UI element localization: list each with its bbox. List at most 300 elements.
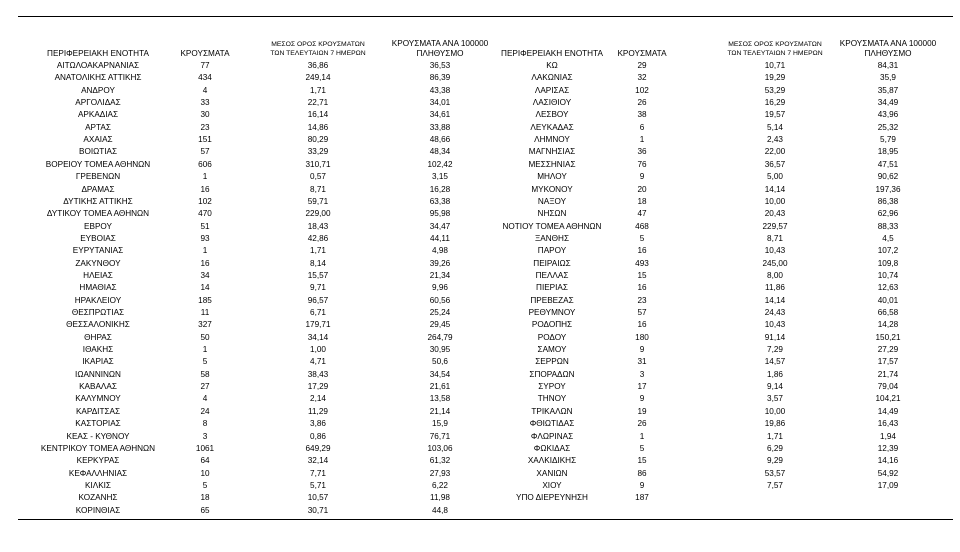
table-row [0, 270, 960, 282]
right-region-cell: ΦΩΚΙΔΑΣ [533, 443, 571, 453]
right-region-cell: ΝΗΣΩΝ [537, 209, 567, 219]
left-per100k-cell: 63,38 [429, 196, 451, 206]
left-cases-cell: 33 [200, 98, 210, 108]
left-per100k-cell: 39,26 [429, 258, 451, 268]
right-region-cell: ΦΛΩΡΙΝΑΣ [530, 431, 574, 441]
right-cases-cell: 180 [635, 332, 649, 342]
right-per100k-cell: 12,63 [877, 283, 899, 293]
left-region-cell: ΚΕΡΚΥΡΑΣ [76, 456, 120, 466]
left-avg7-cell: 36,86 [307, 61, 329, 70]
left-region-cell: ΚΑΣΤΟΡΙΑΣ [75, 419, 121, 429]
right-cases-cell: 26 [637, 419, 647, 429]
left-avg7-cell: 229,00 [305, 209, 331, 219]
left-per100k-cell: 50,6 [432, 357, 448, 367]
left-cases-cell: 77 [200, 61, 210, 70]
right-cases-cell: 1 [639, 135, 645, 145]
right-cases-cell: 38 [637, 110, 647, 120]
left-avg7-cell: 5,71 [310, 480, 326, 490]
right-region-cell: ΥΠΟ ΔΙΕΡΕΥΝΗΣΗ [516, 493, 588, 503]
right-cases-cell: 9 [639, 480, 645, 490]
right-avg7-cell: 5,14 [767, 122, 783, 132]
left-per100k-cell: 21,14 [429, 406, 451, 416]
left-per100k-cell: 29,45 [429, 320, 451, 330]
table-row [0, 109, 960, 121]
right-region-cell: ΛΑΡΙΣΑΣ [534, 85, 570, 95]
left-region-cell: ΑΡΓΟΛΙΔΑΣ [75, 98, 121, 108]
right-region-cell: ΤΡΙΚΑΛΩΝ [531, 406, 573, 416]
header-per100k-line1: ΚΡΟΥΣΜΑΤΑ ΑΝΑ 100000 [391, 39, 489, 48]
left-cases-cell: 4 [202, 85, 208, 95]
right-per100k-cell: 197,36 [875, 184, 901, 194]
right-cases-cell: 57 [637, 308, 647, 317]
left-per100k-cell: 30,95 [429, 345, 451, 355]
right-avg7-cell: 14,57 [764, 357, 786, 367]
right-avg7-cell: 19,29 [764, 73, 786, 83]
left-avg7-cell: 42,86 [307, 233, 329, 243]
right-avg7-cell: 53,57 [764, 468, 786, 478]
left-per100k-cell: 4,98 [432, 246, 448, 256]
left-cases-cell: 1 [202, 345, 208, 355]
left-per100k-cell: 264,79 [427, 332, 453, 342]
table-row [0, 72, 960, 84]
left-per100k-cell: 44,11 [430, 233, 450, 243]
left-avg7-cell: 6,71 [310, 308, 326, 317]
left-avg7-cell: 80,29 [307, 135, 329, 145]
left-avg7-cell: 3,86 [310, 419, 326, 429]
right-per100k-cell: 34,49 [877, 98, 899, 108]
left-cases-cell: 8 [202, 419, 208, 429]
right-region-cell: ΚΩ [546, 61, 558, 70]
right-avg7-cell: 7,57 [767, 480, 783, 490]
left-avg7-cell: 15,57 [307, 270, 329, 280]
left-avg7-cell: 1,00 [310, 345, 326, 355]
right-per100k-cell: 43,96 [877, 110, 899, 120]
left-per100k-cell: 21,61 [429, 382, 451, 392]
left-cases-cell: 151 [198, 135, 212, 145]
left-region-cell: ΗΡΑΚΛΕΙΟΥ [74, 295, 122, 305]
right-avg7-cell: 10,43 [764, 320, 786, 330]
header-cases-left: ΚΡΟΥΣΜΑΤΑ [180, 49, 230, 58]
right-region-cell: ΣΠΟΡΑΔΩΝ [529, 369, 575, 379]
left-region-cell: ΑΡΚΑΔΙΑΣ [77, 110, 119, 120]
right-per100k-cell: 4,5 [882, 233, 894, 243]
right-avg7-cell: 1,71 [767, 431, 783, 441]
right-cases-cell: 9 [639, 172, 645, 182]
header-avg-line2: ΤΩΝ ΤΕΛΕΥΤΑΙΩΝ 7 ΗΜΕΡΩΝ [270, 50, 366, 57]
left-avg7-cell: 30,71 [307, 505, 329, 515]
left-cases-cell: 1 [202, 172, 208, 182]
table-row [0, 319, 960, 331]
table-row [0, 332, 960, 344]
left-cases-cell: 58 [200, 369, 210, 379]
right-cases-cell: 16 [637, 283, 647, 293]
table-row [0, 85, 960, 97]
right-region-cell: ΜΥΚΟΝΟΥ [531, 184, 573, 194]
left-per100k-cell: 27,93 [429, 468, 451, 478]
left-region-cell: ΖΑΚΥΝΘΟΥ [75, 258, 121, 268]
right-per100k-cell: 88,33 [877, 221, 899, 231]
left-region-cell: ΔΥΤΙΚΟΥ ΤΟΜΕΑ ΑΘΗΝΩΝ [46, 209, 150, 219]
left-region-cell: ΕΒΡΟΥ [84, 221, 112, 231]
right-per100k-cell: 16,43 [877, 419, 899, 429]
table-row [0, 233, 960, 245]
left-per100k-cell: 15,9 [432, 419, 448, 429]
right-region-cell: ΡΕΘΥΜΝΟΥ [528, 308, 576, 317]
header-region-left: ΠΕΡΙΦΕΡΕΙΑΚΗ ΕΝΟΤΗΤΑ [47, 49, 149, 58]
left-cases-cell: 3 [202, 431, 208, 441]
right-per100k-cell: 47,51 [877, 159, 899, 169]
right-cases-cell: 9 [639, 394, 645, 404]
left-region-cell: ΔΥΤΙΚΗΣ ΑΤΤΙΚΗΣ [63, 196, 133, 206]
table-row [0, 134, 960, 146]
right-region-cell: ΛΑΣΙΘΙΟΥ [532, 98, 572, 108]
right-avg7-cell: 16,29 [764, 98, 786, 108]
right-region-cell: ΣΥΡΟΥ [538, 382, 566, 392]
left-cases-cell: 327 [198, 320, 212, 330]
left-cases-cell: 1061 [195, 443, 215, 453]
right-cases-cell: 18 [637, 196, 647, 206]
right-avg7-cell: 6,29 [767, 443, 783, 453]
table-row [0, 196, 960, 208]
right-avg7-cell: 8,00 [767, 270, 783, 280]
left-per100k-cell: 102,42 [427, 159, 453, 169]
right-per100k-cell: 10,74 [877, 270, 899, 280]
left-cases-cell: 24 [200, 406, 210, 416]
table-row [0, 97, 960, 109]
left-per100k-cell: 34,54 [429, 369, 451, 379]
left-avg7-cell: 14,86 [307, 122, 329, 132]
right-per100k-cell: 86,38 [877, 196, 899, 206]
table-row [0, 122, 960, 134]
left-region-cell: ΚΟΡΙΝΘΙΑΣ [75, 505, 121, 515]
right-cases-cell: 5 [639, 233, 645, 243]
left-region-cell: ΙΚΑΡΙΑΣ [82, 357, 114, 367]
left-cases-cell: 18 [200, 493, 210, 503]
right-avg7-cell: 7,29 [767, 345, 783, 355]
left-cases-cell: 1 [202, 246, 208, 256]
table-row [0, 406, 960, 418]
left-cases-cell: 23 [200, 122, 210, 132]
left-cases-cell: 10 [200, 468, 210, 478]
right-region-cell: ΞΑΝΘΗΣ [534, 233, 570, 243]
left-region-cell: ΚΙΛΚΙΣ [84, 480, 111, 490]
right-avg7-cell: 10,00 [764, 406, 786, 416]
left-region-cell: ΘΕΣΣΑΛΟΝΙΚΗΣ [66, 320, 130, 330]
left-cases-cell: 14 [200, 283, 210, 293]
table-row [0, 443, 960, 455]
left-cases-cell: 4 [202, 394, 208, 404]
table-row [0, 171, 960, 183]
right-region-cell: ΣΕΡΡΩΝ [535, 357, 569, 367]
left-region-cell: ΚΑΛΥΜΝΟΥ [75, 394, 121, 404]
left-avg7-cell: 310,71 [305, 159, 331, 169]
left-cases-cell: 16 [200, 258, 210, 268]
header-region-right: ΠΕΡΙΦΕΡΕΙΑΚΗ ΕΝΟΤΗΤΑ [501, 49, 603, 58]
right-avg7-cell: 53,29 [764, 85, 786, 95]
right-per100k-cell: 54,92 [877, 468, 899, 478]
left-cases-cell: 606 [198, 159, 212, 169]
table-row [0, 393, 960, 405]
left-per100k-cell: 16,28 [429, 184, 451, 194]
left-cases-cell: 27 [200, 382, 210, 392]
right-region-cell: ΤΗΝΟΥ [537, 394, 567, 404]
left-cases-cell: 30 [200, 110, 210, 120]
right-cases-cell: 493 [635, 258, 649, 268]
left-region-cell: ΘΕΣΠΡΩΤΙΑΣ [71, 308, 125, 317]
left-per100k-cell: 25,24 [429, 308, 451, 317]
left-avg7-cell: 7,71 [310, 468, 326, 478]
right-avg7-cell: 8,71 [767, 233, 783, 243]
right-avg7-cell: 10,00 [764, 196, 786, 206]
table-row [0, 146, 960, 158]
right-per100k-cell: 17,09 [877, 480, 899, 490]
left-region-cell: ΑΝΑΤΟΛΙΚΗΣ ΑΤΤΙΚΗΣ [54, 73, 142, 83]
right-per100k-cell: 150,21 [875, 332, 901, 342]
left-region-cell: ΚΕΦΑΛΛΗΝΙΑΣ [68, 468, 128, 478]
right-avg7-cell: 22,00 [764, 147, 786, 157]
right-per100k-cell: 107,2 [877, 246, 899, 256]
left-region-cell: ΚΟΖΑΝΗΣ [78, 493, 118, 503]
left-per100k-cell: 61,32 [429, 456, 451, 466]
right-region-cell: ΝΟΤΙΟΥ ΤΟΜΕΑ ΑΘΗΝΩΝ [502, 221, 602, 231]
left-cases-cell: 64 [200, 456, 210, 466]
right-cases-cell: 32 [637, 73, 647, 83]
left-per100k-cell: 44,8 [432, 505, 448, 515]
right-per100k-cell: 84,31 [877, 61, 899, 70]
table-row [0, 492, 960, 504]
table-row [0, 505, 960, 517]
left-avg7-cell: 33,29 [307, 147, 329, 157]
left-region-cell: ΓΡΕΒΕΝΩΝ [75, 172, 121, 182]
left-region-cell: ΚΑΒΑΛΑΣ [79, 382, 117, 392]
table-row [0, 418, 960, 430]
right-per100k-cell: 66,58 [877, 308, 899, 317]
right-cases-cell: 15 [637, 456, 647, 466]
right-cases-cell: 6 [639, 122, 645, 132]
left-cases-cell: 57 [200, 147, 210, 157]
left-per100k-cell: 86,39 [429, 73, 451, 83]
left-region-cell: ΗΛΕΙΑΣ [83, 270, 113, 280]
right-region-cell: ΣΑΜΟΥ [537, 345, 567, 355]
right-cases-cell: 1 [639, 431, 645, 441]
right-avg7-cell: 14,14 [764, 295, 786, 305]
left-avg7-cell: 17,29 [307, 382, 329, 392]
left-cases-cell: 5 [202, 357, 208, 367]
right-per100k-cell: 14,28 [877, 320, 899, 330]
left-region-cell: ΑΧΑΙΑΣ [83, 135, 113, 145]
right-region-cell: ΧΑΛΚΙΔΙΚΗΣ [527, 456, 577, 466]
header-avg-line2: ΤΩΝ ΤΕΛΕΥΤΑΙΩΝ 7 ΗΜΕΡΩΝ [727, 50, 823, 57]
right-region-cell: ΠΙΕΡΙΑΣ [536, 283, 568, 293]
left-region-cell: ΗΜΑΘΙΑΣ [79, 283, 117, 293]
right-avg7-cell: 2,43 [767, 135, 783, 145]
left-per100k-cell: 60,56 [429, 295, 451, 305]
header-per100k-line2: ΠΛΗΘΥΣΜΟ [416, 49, 464, 58]
right-per100k-cell: 5,79 [880, 135, 896, 145]
left-region-cell: ΚΑΡΔΙΤΣΑΣ [75, 406, 121, 416]
table-row [0, 356, 960, 368]
right-cases-cell: 36 [637, 147, 647, 157]
right-region-cell: ΡΟΔΟΥ [537, 332, 567, 342]
right-avg7-cell: 3,57 [767, 394, 783, 404]
right-per100k-cell: 21,74 [877, 369, 899, 379]
left-avg7-cell: 32,14 [307, 456, 329, 466]
right-cases-cell: 86 [637, 468, 647, 478]
header-cases-right: ΚΡΟΥΣΜΑΤΑ [617, 49, 667, 58]
table-row [0, 455, 960, 467]
header-per100k-right [822, 39, 954, 59]
right-cases-cell: 20 [637, 184, 647, 194]
left-region-cell: ΘΗΡΑΣ [84, 332, 112, 342]
left-region-cell: ΔΡΑΜΑΣ [81, 184, 115, 194]
right-cases-cell: 17 [637, 382, 647, 392]
table-row [0, 184, 960, 196]
right-per100k-cell: 104,21 [875, 394, 901, 404]
left-cases-cell: 185 [198, 295, 212, 305]
right-avg7-cell: 9,29 [767, 456, 783, 466]
right-region-cell: ΠΡΕΒΕΖΑΣ [530, 295, 574, 305]
right-avg7-cell: 24,43 [764, 308, 786, 317]
left-per100k-cell: 21,34 [429, 270, 451, 280]
top-rule [18, 16, 953, 17]
right-avg7-cell: 19,57 [764, 110, 786, 120]
left-avg7-cell: 22,71 [307, 98, 329, 108]
table-row [0, 221, 960, 233]
right-cases-cell: 16 [637, 320, 647, 330]
right-region-cell: ΝΑΞΟΥ [537, 196, 567, 206]
left-per100k-cell: 95,98 [429, 209, 451, 219]
right-region-cell: ΜΑΓΝΗΣΙΑΣ [528, 147, 576, 157]
right-per100k-cell: 25,32 [877, 122, 899, 132]
left-avg7-cell: 59,71 [307, 196, 329, 206]
left-cases-cell: 93 [200, 233, 210, 243]
right-avg7-cell: 245,00 [762, 258, 788, 268]
right-per100k-cell: 12,39 [877, 443, 899, 453]
left-avg7-cell: 9,71 [310, 283, 326, 293]
table-row [0, 295, 960, 307]
left-avg7-cell: 0,86 [310, 431, 326, 441]
left-per100k-cell: 33,88 [429, 122, 451, 132]
right-avg7-cell: 10,71 [764, 61, 786, 70]
left-avg7-cell: 8,71 [310, 184, 326, 194]
right-cases-cell: 29 [637, 61, 647, 70]
header-per100k-line2: ΠΛΗΘΥΣΜΟ [864, 49, 912, 58]
right-region-cell: ΜΗΛΟΥ [537, 172, 567, 182]
left-cases-cell: 470 [198, 209, 212, 219]
left-per100k-cell: 34,01 [429, 98, 451, 108]
left-per100k-cell: 48,66 [429, 135, 451, 145]
left-region-cell: ΙΩΑΝΝΙΝΩΝ [75, 369, 121, 379]
right-region-cell: ΛΑΚΩΝΙΑΣ [531, 73, 573, 83]
right-per100k-cell: 40,01 [877, 295, 899, 305]
table-row [0, 159, 960, 171]
right-per100k-cell: 17,57 [877, 357, 899, 367]
left-avg7-cell: 18,43 [307, 221, 329, 231]
left-cases-cell: 434 [198, 73, 212, 83]
right-per100k-cell: 27,29 [877, 345, 899, 355]
left-cases-cell: 102 [198, 196, 212, 206]
left-avg7-cell: 10,57 [307, 493, 329, 503]
left-avg7-cell: 38,43 [307, 369, 329, 379]
right-avg7-cell: 10,43 [764, 246, 786, 256]
right-region-cell: ΜΕΣΣΗΝΙΑΣ [528, 159, 576, 169]
right-cases-cell: 26 [637, 98, 647, 108]
right-avg7-cell: 36,57 [764, 159, 786, 169]
left-cases-cell: 11 [200, 308, 210, 317]
right-region-cell: ΧΙΟΥ [542, 480, 562, 490]
right-region-cell: ΛΕΣΒΟΥ [535, 110, 569, 120]
left-per100k-cell: 76,71 [429, 431, 451, 441]
right-cases-cell: 16 [637, 246, 647, 256]
right-per100k-cell: 18,95 [877, 147, 899, 157]
right-region-cell: ΛΗΜΝΟΥ [534, 135, 570, 145]
right-cases-cell: 9 [639, 345, 645, 355]
table-row [0, 344, 960, 356]
right-region-cell: ΠΑΡΟΥ [537, 246, 567, 256]
left-avg7-cell: 1,71 [310, 85, 326, 95]
right-region-cell: ΠΕΛΛΑΣ [535, 270, 569, 280]
table-row [0, 381, 960, 393]
right-region-cell: ΛΕΥΚΑΔΑΣ [530, 122, 574, 132]
left-cases-cell: 65 [200, 505, 210, 515]
table-row [0, 431, 960, 443]
left-per100k-cell: 48,34 [429, 147, 451, 157]
left-avg7-cell: 0,57 [310, 172, 326, 182]
left-per100k-cell: 103,06 [427, 443, 453, 453]
right-cases-cell: 31 [637, 357, 647, 367]
left-region-cell: ΙΘΑΚΗΣ [82, 345, 114, 355]
table-row [0, 480, 960, 492]
right-per100k-cell: 109,8 [877, 258, 899, 268]
right-region-cell: ΧΑΝΙΩΝ [536, 468, 568, 478]
left-avg7-cell: 179,71 [305, 320, 331, 330]
left-per100k-cell: 34,47 [429, 221, 451, 231]
left-region-cell: ΑΡΤΑΣ [85, 122, 111, 132]
left-cases-cell: 34 [200, 270, 210, 280]
right-region-cell: ΠΕΙΡΑΙΩΣ [533, 258, 571, 268]
left-region-cell: ΚΕΝΤΡΙΚΟΥ ΤΟΜΕΑ ΑΘΗΝΩΝ [40, 443, 156, 453]
right-per100k-cell: 62,96 [877, 209, 899, 219]
right-avg7-cell: 91,14 [764, 332, 786, 342]
right-avg7-cell: 229,57 [762, 221, 788, 231]
header-per100k-line1: ΚΡΟΥΣΜΑΤΑ ΑΝΑ 100000 [839, 39, 937, 48]
table-row [0, 60, 960, 72]
left-cases-cell: 5 [202, 480, 208, 490]
header-per100k-left [372, 39, 508, 59]
left-cases-cell: 16 [200, 184, 210, 194]
right-cases-cell: 5 [639, 443, 645, 453]
right-per100k-cell: 90,62 [877, 172, 899, 182]
right-cases-cell: 19 [637, 406, 647, 416]
left-per100k-cell: 13,58 [429, 394, 451, 404]
right-per100k-cell: 1,94 [880, 431, 896, 441]
left-per100k-cell: 36,53 [429, 61, 451, 70]
left-avg7-cell: 249,14 [305, 73, 331, 83]
right-avg7-cell: 20,43 [764, 209, 786, 219]
right-avg7-cell: 11,86 [765, 283, 785, 293]
right-per100k-cell: 79,04 [877, 382, 899, 392]
table-row [0, 282, 960, 294]
right-avg7-cell: 5,00 [767, 172, 783, 182]
header-avg-line1: ΜΕΣΟΣ ΟΡΟΣ ΚΡΟΥΣΜΑΤΩΝ [271, 41, 365, 48]
right-cases-cell: 76 [637, 159, 647, 169]
left-avg7-cell: 2,14 [310, 394, 326, 404]
table-row [0, 258, 960, 270]
right-cases-cell: 3 [639, 369, 645, 379]
left-region-cell: ΑΝΔΡΟΥ [81, 85, 115, 95]
right-region-cell: ΦΘΙΩΤΙΔΑΣ [529, 419, 575, 429]
right-cases-cell: 15 [637, 270, 647, 280]
